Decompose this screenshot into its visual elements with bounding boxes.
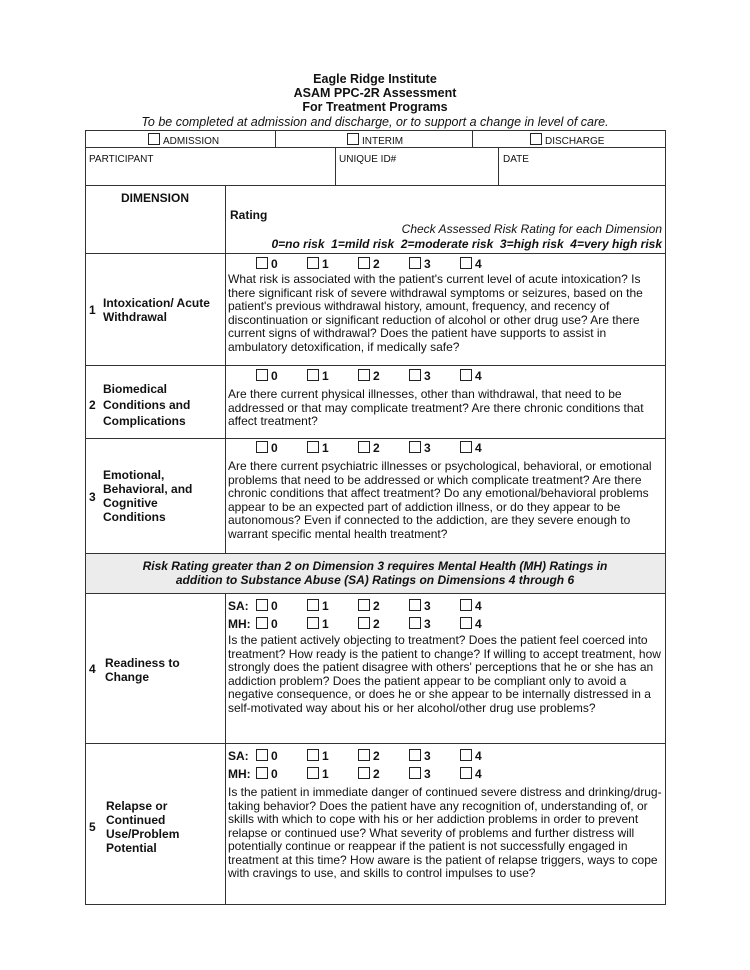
dim4-sa-opt-3[interactable]: 3 — [409, 599, 460, 613]
dim1-number: 1 — [89, 303, 96, 317]
interim-label: INTERIM — [362, 136, 404, 147]
dim5-sa-label: SA: — [228, 749, 249, 763]
dim5-sa-opt-2[interactable]: 2 — [358, 749, 409, 763]
dim4-sa-opt-0[interactable]: 0 — [256, 599, 307, 613]
dim3-name: Emotional, Behavioral, and Cognitive Conditions — [103, 468, 193, 524]
dim4-mh-label: MH: — [228, 617, 251, 631]
dim3-number: 3 — [89, 490, 96, 504]
dim3-opt-0[interactable]: 0 — [256, 441, 307, 455]
dim5-mh-opt-1[interactable]: 1 — [307, 767, 358, 781]
dim3-opt-2[interactable]: 2 — [358, 441, 409, 455]
dim4-mh-opt-0[interactable]: 0 — [256, 617, 307, 631]
dim2-question: Are there current physical illnesses, other than withdrawal, that need to be addressed or that may complicate treatment? Are there chronic conditions that affect treatment? — [228, 387, 644, 428]
dim4-sa-opt-4[interactable]: 4 — [460, 599, 511, 613]
dim5-mh-opt-0[interactable]: 0 — [256, 767, 307, 781]
dim3-opt-1[interactable]: 1 — [307, 441, 358, 455]
dim2-name: Biomedical Conditions and Complications — [103, 382, 191, 428]
dim5-mh-row — [228, 767, 511, 781]
dim3-opt-3[interactable]: 3 — [409, 441, 460, 455]
dim4-mh-opt-4[interactable]: 4 — [460, 617, 511, 631]
dim1-rating-row — [256, 257, 511, 271]
dim5-sa-opt-3[interactable]: 3 — [409, 749, 460, 763]
dim5-mh-opt-4[interactable]: 4 — [460, 767, 511, 781]
dim4-sa-row — [228, 599, 511, 613]
form-subtitle: For Treatment Programs — [302, 100, 448, 114]
dim4-question: Is the patient actively objecting to treatment? Does the patient feel coerced into treatment? How ready is the patient to change? If willing to accept treatment, how strongly does the patient disagree with others' perceptions that he or she has an addiction problem? Does the patient appear to be compliant only to avoid a negative consequence, or does he or she appear to be internally distressed in a self-motivated way about his or her alcohol/other drug use problems? — [228, 633, 661, 715]
dim4-name: Readiness to Change — [105, 656, 180, 684]
dim5-sa-row — [228, 749, 511, 763]
admission-label: ADMISSION — [163, 136, 220, 147]
dim3-opt-4[interactable]: 4 — [460, 441, 511, 455]
dim5-mh-label: MH: — [228, 767, 251, 781]
dim2-number: 2 — [89, 398, 96, 412]
dim4-mh-opt-3[interactable]: 3 — [409, 617, 460, 631]
dim4-sa-opt-2[interactable]: 2 — [358, 599, 409, 613]
dim2-opt-2[interactable]: 2 — [358, 369, 409, 383]
participant-field[interactable]: PARTICIPANT — [89, 154, 154, 165]
dim4-sa-label: SA: — [228, 599, 249, 613]
date-field[interactable]: DATE — [503, 154, 529, 165]
dim1-opt-2[interactable]: 2 — [358, 257, 409, 271]
discharge-checkbox[interactable] — [530, 133, 604, 149]
dim5-mh-opt-2[interactable]: 2 — [358, 767, 409, 781]
dim3-rating-row — [256, 441, 511, 455]
dim2-opt-3[interactable]: 3 — [409, 369, 460, 383]
discharge-label: DISCHARGE — [545, 136, 605, 147]
dim1-name: Intoxication/ Acute Withdrawal — [103, 296, 210, 324]
form-title: ASAM PPC-2R Assessment — [293, 86, 457, 100]
dimension-header: DIMENSION — [120, 191, 189, 205]
dim4-sa-opt-1[interactable]: 1 — [307, 599, 358, 613]
dim1-question: What risk is associated with the patient's current level of acute intoxication? Is there significant risk of severe withdrawal symptoms or seizures, based on the patient's previous withdrawal history, amount, frequency, and recency of discontinuation or significant reduction of alcohol or other drug use? Are there current signs of withdrawal? Does the patient have supports to assist in ambulatory detoxification, if medically safe? — [228, 272, 643, 354]
mh-note: Risk Rating greater than 2 on Dimension 3 requires Mental Health (MH) Ratings in addition to Substance Abuse (SA) Ratings on Dimensions 4 through 6 — [142, 559, 608, 587]
dim5-question: Is the patient in immediate danger of continued severe distress and drinking/drug-taking behavior? Does the patient have any recognition of, understanding of, or skills with which to cope with his or her addiction problems in order to prevent relapse or continued use? What severity of problems and further distress will potentially continue or reappear if the patient is not successfully engaged in treatment at this time? How aware is the patient of relapse triggers, ways to cope with cravings to use, and skills to control impulses to use? — [228, 785, 662, 880]
dim5-mh-opt-3[interactable]: 3 — [409, 767, 460, 781]
dim1-opt-1[interactable]: 1 — [307, 257, 358, 271]
dim4-mh-opt-2[interactable]: 2 — [358, 617, 409, 631]
instruction-text: To be completed at admission and discharge, or to support a change in level of care. — [141, 115, 609, 129]
dim4-mh-row — [228, 617, 511, 631]
dim4-number: 4 — [89, 662, 96, 676]
unique-id-field[interactable]: UNIQUE ID# — [339, 154, 397, 165]
dim5-number: 5 — [89, 820, 96, 834]
rating-legend: 0=no risk 1=mild risk 2=moderate risk 3=high risk 4=very high risk — [271, 237, 662, 251]
org-name: Eagle Ridge Institute — [313, 72, 437, 86]
admission-checkbox[interactable] — [148, 133, 219, 149]
dim4-mh-opt-1[interactable]: 1 — [307, 617, 358, 631]
dim5-name: Relapse or Continued Use/Problem Potential — [106, 799, 180, 855]
dim3-question: Are there current psychiatric illnesses or psychological, behavioral, or emotional problems that need to be addressed or which complicate treatment? Are there chronic conditions that affect treatment? Do any emotional/behavioral problems appear to be an expected part of addiction illness, or do they appear to be autonomous? Even if connected to the addiction, are they severe enough to warrant specific mental health treatment? — [228, 459, 652, 541]
dim1-opt-0[interactable]: 0 — [256, 257, 307, 271]
dim2-opt-4[interactable]: 4 — [460, 369, 511, 383]
dim1-opt-4[interactable]: 4 — [460, 257, 511, 271]
interim-checkbox[interactable] — [347, 133, 403, 149]
dim2-opt-1[interactable]: 1 — [307, 369, 358, 383]
check-instruction: Check Assessed Risk Rating for each Dimension — [401, 222, 662, 236]
dim5-sa-opt-4[interactable]: 4 — [460, 749, 511, 763]
dim5-sa-opt-1[interactable]: 1 — [307, 749, 358, 763]
rating-header: Rating — [230, 208, 268, 222]
dim2-opt-0[interactable]: 0 — [256, 369, 307, 383]
dim2-rating-row — [256, 369, 511, 383]
dim5-sa-opt-0[interactable]: 0 — [256, 749, 307, 763]
dim1-opt-3[interactable]: 3 — [409, 257, 460, 271]
